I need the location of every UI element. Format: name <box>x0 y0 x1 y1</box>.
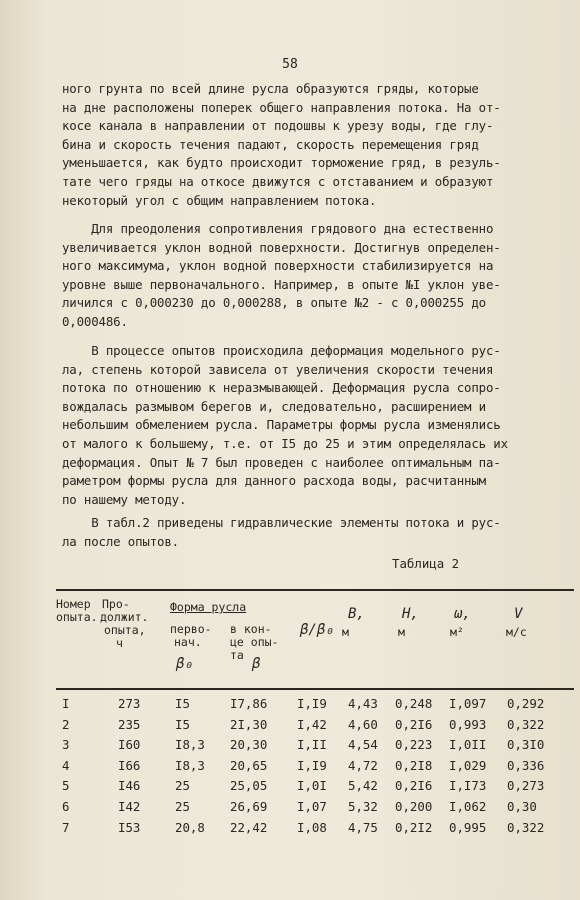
table-cell: 0,322 <box>507 716 545 732</box>
table-cell: 0,223 <box>395 737 433 753</box>
table-cell: I,II <box>297 737 327 753</box>
header-depth-unit: м <box>398 625 405 639</box>
table-cell: 0,2I2 <box>395 819 433 835</box>
text-line: некоторый угол с общим направлением потока. <box>62 192 377 208</box>
table-cell: I8,3 <box>175 757 205 773</box>
text-line: потока по отношению к неразмывающей. Деформация русла сопро- <box>62 380 501 396</box>
table-cell: I66 <box>118 757 141 773</box>
table-cell: 22,42 <box>230 819 268 835</box>
header-area-symbol: ω, <box>454 606 471 622</box>
header-form-start-line2: нач. <box>174 635 202 649</box>
table-cell: 26,69 <box>230 799 268 814</box>
table-cell: 20,30 <box>230 737 268 753</box>
table-cell: I,0I <box>297 778 327 794</box>
text-line: уменьшается, как будто происходит торможение гряд, в резуль- <box>62 155 501 171</box>
table-header <box>56 596 574 688</box>
table-cell: I,I9 <box>297 757 327 773</box>
table-cell: 2 <box>62 716 70 732</box>
table-cell: I8,3 <box>175 737 205 753</box>
table-cell: 25 <box>175 778 190 794</box>
table-cell: I60 <box>118 737 141 753</box>
text-line: по нашему методу. <box>62 491 187 507</box>
table-cell: 4,43 <box>348 696 378 711</box>
table-row <box>56 717 574 735</box>
table-cell: 25,05 <box>230 778 268 794</box>
header-form-end-line1: в кон- <box>230 622 272 636</box>
text-line: ного грунта по всей длине русла образуются гряды, которые <box>62 81 479 96</box>
text-line: В процессе опытов происходила деформация модельного рус- <box>62 343 501 358</box>
table-row <box>56 758 574 776</box>
header-form-end-line3: та <box>230 648 244 662</box>
text-line: деформация. Опыт № 7 был проведен с наиболее оптимальным па- <box>62 454 501 470</box>
table-row <box>56 737 574 755</box>
text-line: небольшим обмелением русла. Параметры формы русла изменялись <box>62 417 501 433</box>
header-form-end-symbol: β <box>252 656 261 672</box>
table-cell: I5 <box>175 696 190 711</box>
table-cell: I <box>62 696 70 711</box>
table-cell: I,42 <box>297 716 327 732</box>
text-line: ного максимума, уклон водной поверхности стабилизируется на <box>62 258 494 274</box>
page-number: 58 <box>282 57 298 72</box>
table-caption: Таблица 2 <box>392 556 460 571</box>
table-cell: 4,60 <box>348 716 378 732</box>
header-form-group: Форма русла <box>170 600 247 614</box>
header-width-unit: м <box>342 625 349 639</box>
table-row <box>56 820 574 838</box>
table-cell: I5 <box>175 716 190 732</box>
table-cell: 235 <box>118 716 141 732</box>
table-cell: I42 <box>118 799 141 814</box>
table-cell: 0,292 <box>507 696 545 711</box>
table-cell: 5,32 <box>348 799 378 814</box>
table-cell: 7 <box>62 819 70 835</box>
table-top-rule <box>56 589 574 591</box>
header-velocity-symbol: V <box>514 606 523 622</box>
table-cell: 0,2I6 <box>395 778 433 794</box>
header-velocity-unit: м/с <box>506 625 527 639</box>
text-line: уровне выше первоначального. Например, в опыте №I уклон уве- <box>62 276 501 292</box>
table-cell: 4,72 <box>348 757 378 773</box>
header-form-end-line2: це опы- <box>230 635 279 649</box>
table-cell: 4,75 <box>348 819 378 835</box>
table-cell: I46 <box>118 778 141 794</box>
table-cell: 0,322 <box>507 819 545 835</box>
table-cell: 5 <box>62 778 70 794</box>
header-ratio: β/β₀ <box>300 622 334 638</box>
table-cell: I,08 <box>297 819 327 835</box>
header-number-line1: Номер <box>56 597 91 611</box>
table-cell: 0,993 <box>449 716 487 732</box>
text-line: Для преодоления сопротивления грядового дна естественно <box>62 221 494 236</box>
text-line: 0,000486. <box>62 313 128 329</box>
header-duration-line1: Про- <box>102 597 130 611</box>
table-cell: 3 <box>62 737 70 753</box>
table-cell: 2I,30 <box>230 716 268 732</box>
table-cell: 0,200 <box>395 799 433 814</box>
table-cell: 20,8 <box>175 819 205 835</box>
table-cell: 4 <box>62 757 70 773</box>
table-cell: 6 <box>62 799 70 814</box>
text-line: от малого к большему, т.е. от I5 до 25 и этим определялась их <box>62 435 508 451</box>
header-duration-line4: ч <box>116 636 123 650</box>
table-cell: I,07 <box>297 799 327 814</box>
table-cell: 0,2I8 <box>395 757 433 773</box>
table-cell: I53 <box>118 819 141 835</box>
table-row <box>56 696 574 714</box>
text-line: косе канала в направлении от подошвы к урезу воды, где глу- <box>62 118 494 134</box>
table-cell: 0,273 <box>507 778 545 794</box>
table-row <box>56 799 574 817</box>
table-cell: 0,2I6 <box>395 716 433 732</box>
table-cell: 20,65 <box>230 757 268 773</box>
paragraph-3 <box>62 342 562 509</box>
table-cell: I,029 <box>449 757 487 773</box>
text-line: увеличивается уклон водной поверхности. Достигнув определен- <box>62 239 501 255</box>
table-cell: I7,86 <box>230 696 268 711</box>
text-line: бина и скорость течения падают, скорость перемещения гряд <box>62 136 479 152</box>
table-cell: 25 <box>175 799 190 814</box>
text-line: ла после опытов. <box>62 533 179 549</box>
table-cell: 0,995 <box>449 819 487 835</box>
table-cell: 0,248 <box>395 696 433 711</box>
paragraph-1 <box>62 80 562 210</box>
header-form-start-line1: перво- <box>170 622 212 636</box>
text-line: на дне расположены поперек общего направления потока. На от- <box>62 99 501 115</box>
paragraph-2 <box>62 220 562 332</box>
table-cell: 273 <box>118 696 141 711</box>
header-depth-symbol: H, <box>402 606 419 622</box>
table-cell: I,I9 <box>297 696 327 711</box>
text-line: личился с 0,000230 до 0,000288, в опыте №2 - с 0,000255 до <box>62 295 486 311</box>
header-form-start-symbol: β₀ <box>176 656 193 672</box>
table-header-rule <box>56 688 574 690</box>
table-cell: I,062 <box>449 799 487 814</box>
table-cell: I,0II <box>449 737 487 753</box>
paragraph-4 <box>62 514 562 551</box>
text-line: раметром формы русла для данного расхода воды, расчитанным <box>62 473 486 489</box>
text-line: ла, степень которой зависела от увеличения скорости течения <box>62 361 494 377</box>
table-cell: 0,336 <box>507 757 545 773</box>
header-duration-line2: должит. <box>100 610 149 624</box>
header-number-line2: опыта. <box>56 610 98 624</box>
header-width-symbol: B, <box>348 606 365 622</box>
text-line: тате чего гряды на откосе движутся с отставанием и образуют <box>62 173 494 189</box>
text-line: В табл.2 приведены гидравлические элементы потока и рус- <box>62 515 501 530</box>
table-cell: I,097 <box>449 696 487 711</box>
table-cell: 0,30 <box>507 799 537 814</box>
table-cell: 4,54 <box>348 737 378 753</box>
table-cell: 0,3I0 <box>507 737 545 753</box>
table-row <box>56 778 574 796</box>
text-line: вождалась размывом берегов и, следовательно, расширением и <box>62 398 486 414</box>
header-duration-line3: опыта, <box>104 623 146 637</box>
table-cell: 5,42 <box>348 778 378 794</box>
table-cell: I,I73 <box>449 778 487 794</box>
header-area-unit: м² <box>450 625 464 639</box>
